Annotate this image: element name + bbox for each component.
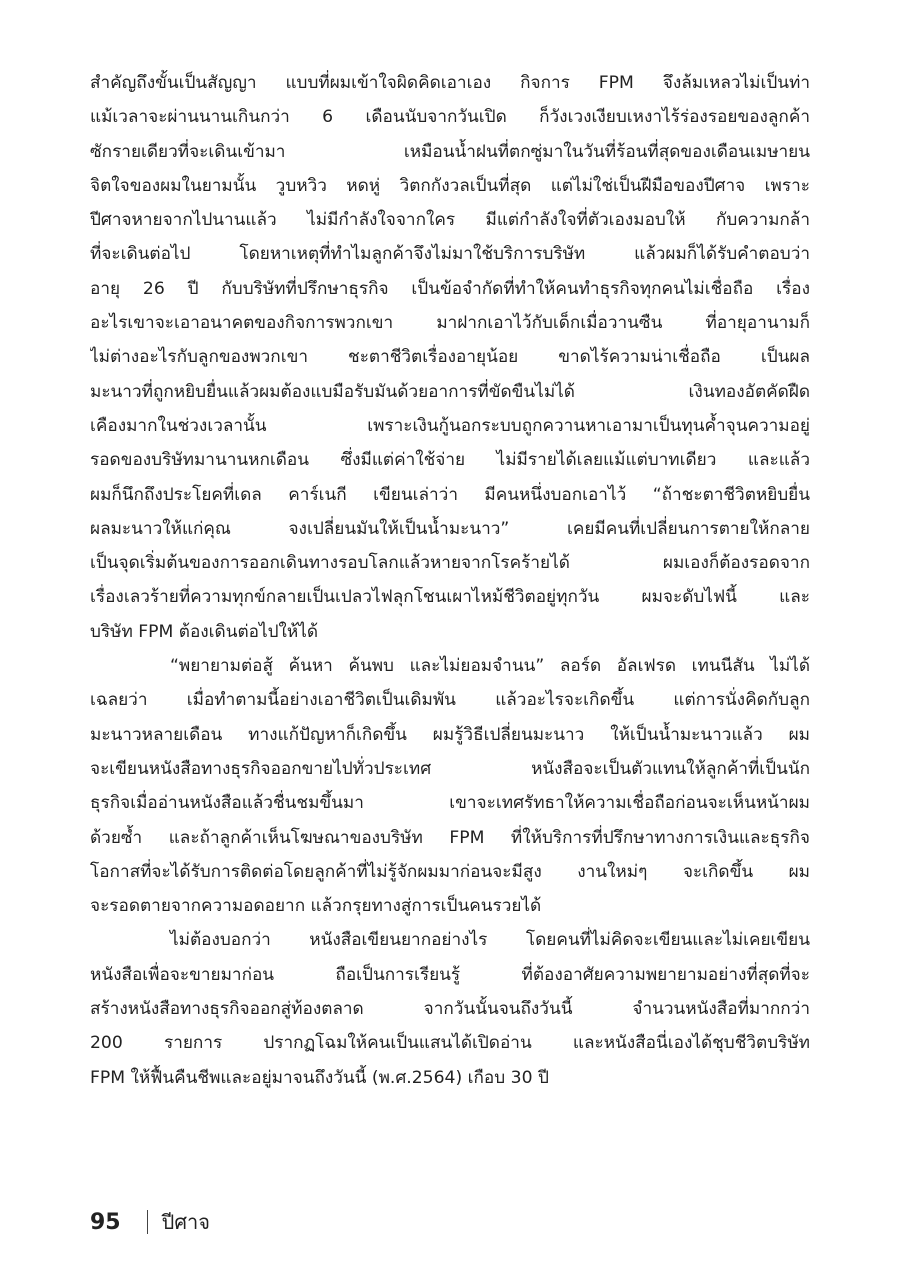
- text-line: ผมก็นึกถึงประโยคที่เดล คาร์เนกี เขียนเล่าว่า มีคนหนึ่งบอกเอาไว้ “ถ้าชะตาชีวิตหยิบยื่น: [90, 484, 810, 505]
- text-line: สำคัญถึงขั้นเป็นสัญญา แบบที่ผมเข้าใจผิดคิดเอาเอง กิจการ FPM จึงล้มเหลวไม่เป็นท่า: [90, 73, 810, 93]
- text-line: มะนาวที่ถูกหยิบยื่นแล้วผมต้องแบมือรับมันด้วยอาการที่ขัดขืนไม่ได้ เงินทองอัตคัดฝืด: [90, 381, 810, 402]
- paragraph-1: [90, 66, 810, 649]
- page-body: [90, 66, 810, 1095]
- running-title: ปีศาจ: [161, 1210, 210, 1234]
- page-number: 95: [90, 1209, 121, 1235]
- text-line: แม้เวลาจะผ่านนานเกินกว่า 6 เดือนนับจากวันเปิด ก็วังเวงเงียบเหงาไร้ร่องรอยของลูกค้า: [90, 107, 810, 128]
- text-line: บริษัท FPM ต้องเดินต่อไปให้ได้: [90, 621, 319, 642]
- text-line: FPM ให้ฟื้นคืนชีพและอยู่มาจนถึงวันนี้ (พ.ศ.2564) เกือบ 30 ปี: [90, 1067, 549, 1088]
- text-line: ด้วยซ้ำ และถ้าลูกค้าเห็นโฆษณาของบริษัท FPM ที่ให้บริการที่ปรึกษาทางการเงินและธุรกิจ: [90, 827, 810, 848]
- text-line: ปีศาจหายจากไปนานแล้ว ไม่มีกำลังใจจากใคร มีแต่กำลังใจที่ตัวเองมอบให้ กับความกล้า: [90, 210, 810, 231]
- text-line: ที่จะเดินต่อไป โดยหาเหตุที่ทำไมลูกค้าจึงไม่มาใช้บริการบริษัท แล้วผมก็ได้รับคำตอบว่า: [90, 244, 810, 265]
- text-line: เป็นจุดเริ่มต้นของการออกเดินทางรอบโลกแล้วหายจากโรคร้ายได้ ผมเองก็ต้องรอดจาก: [90, 553, 810, 574]
- paragraph-3: [90, 923, 810, 1094]
- text-line: ธุรกิจเมื่ออ่านหนังสือแล้วชื่นชมขึ้นมา เขาจะเทศรัทธาให้ความเชื่อถือก่อนจะเห็นหน้าผม: [90, 793, 810, 814]
- page-footer: [90, 1204, 210, 1240]
- text-line: ไม่ต่างอะไรกับลูกของพวกเขา ชะตาชีวิตเรื่องอายุน้อย ขาดไร้ความน่าเชื่อถือ เป็นผล: [90, 347, 810, 368]
- text-line: อายุ 26 ปี กับบริษัทที่ปรึกษาธุรกิจ เป็นข้อจำกัดที่ทำให้คนทำธุรกิจทุกคนไม่เชื่อถือ เรื่อง: [90, 278, 810, 299]
- text-line: เฉลยว่า เมื่อทำตามนี้อย่างเอาชีวิตเป็นเดิมพัน แล้วอะไรจะเกิดขึ้น แต่การนั่งคิดกับลูก: [90, 690, 810, 711]
- text-line: 200 รายการ ปรากฏโฉมให้คนเป็นแสนได้เปิดอ่าน และหนังสือนี่เองได้ชุบชีวิตบริษัท: [90, 1033, 810, 1054]
- footer-divider: [147, 1210, 148, 1234]
- text-line: โอกาสที่จะได้รับการติดต่อโดยลูกค้าที่ไม่รู้จักผมมาก่อนจะมีสูง งานใหม่ๆ จะเกิดขึ้น ผม: [90, 861, 810, 882]
- text-line: สร้างหนังสือทางธุรกิจออกสู่ท้องตลาด จากวันนั้นจนถึงวันนี้ จำนวนหนังสือที่มากกว่า: [90, 999, 810, 1020]
- text-line: เรื่องเลวร้ายที่ความทุกข์กลายเป็นเปลวไฟลุกโชนเผาไหม้ชีวิตอยู่ทุกวัน ผมจะดับไฟนี้ และ: [90, 587, 810, 608]
- text-line: อะไรเขาจะเอาอนาคตของกิจการพวกเขา มาฝากเอาไว้กับเด็กเมื่อวานซืน ที่อายุอานามก็: [90, 313, 810, 334]
- text-line: หนังสือเพื่อจะขายมาก่อน ถือเป็นการเรียนรู้ ที่ต้องอาศัยความพยายามอย่างที่สุดที่จะ: [90, 964, 810, 985]
- text-line: จะรอดตายจากความอดอยาก แล้วกรุยทางสู่การเป็นคนรวยได้: [90, 896, 542, 917]
- text-line: ไม่ต้องบอกว่า หนังสือเขียนยากอย่างไร โดยคนที่ไม่คิดจะเขียนและไม่เคยเขียน: [170, 930, 810, 951]
- text-line: จิตใจของผมในยามนั้น วูบหวิว หดหู่ วิตกกังวลเป็นที่สุด แต่ไม่ใช่เป็นฝีมือของปีศาจ เพราะ: [90, 175, 810, 196]
- text-line: มะนาวหลายเดือน ทางแก้ปัญหาก็เกิดขึ้น ผมรู้วิธีเปลี่ยนมะนาว ให้เป็นน้ำมะนาวแล้ว ผม: [90, 724, 810, 745]
- text-line: ผลมะนาวให้แก่คุณ จงเปลี่ยนมันให้เป็นน้ำมะนาว” เคยมีคนที่เปลี่ยนการตายให้กลาย: [90, 518, 810, 539]
- text-line: จะเขียนหนังสือทางธุรกิจออกขายไปทั่วประเทศ หนังสือจะเป็นตัวแทนให้ลูกค้าที่เป็นนัก: [90, 758, 810, 779]
- paragraph-2: [90, 649, 810, 923]
- text-line: ซักรายเดียวที่จะเดินเข้ามา เหมือนน้ำฝนที่ตกซู่มาในวันที่ร้อนที่สุดของเดือนเมษายน: [90, 141, 810, 162]
- text-line: “พยายามต่อสู้ ค้นหา ค้นพบ และไม่ยอมจำนน” ลอร์ด อัลเฟรด เทนนีสัน ไม่ได้: [170, 656, 810, 677]
- text-line: เคืองมากในช่วงเวลานั้น เพราะเงินกู้นอกระบบถูกควานหาเอามาเป็นทุนค้ำจุนความอยู่: [90, 415, 810, 436]
- text-line: รอดของบริษัทมานานหกเดือน ซึ่งมีแต่ค่าใช้จ่าย ไม่มีรายได้เลยแม้แต่บาทเดียว และแล้ว: [90, 450, 810, 471]
